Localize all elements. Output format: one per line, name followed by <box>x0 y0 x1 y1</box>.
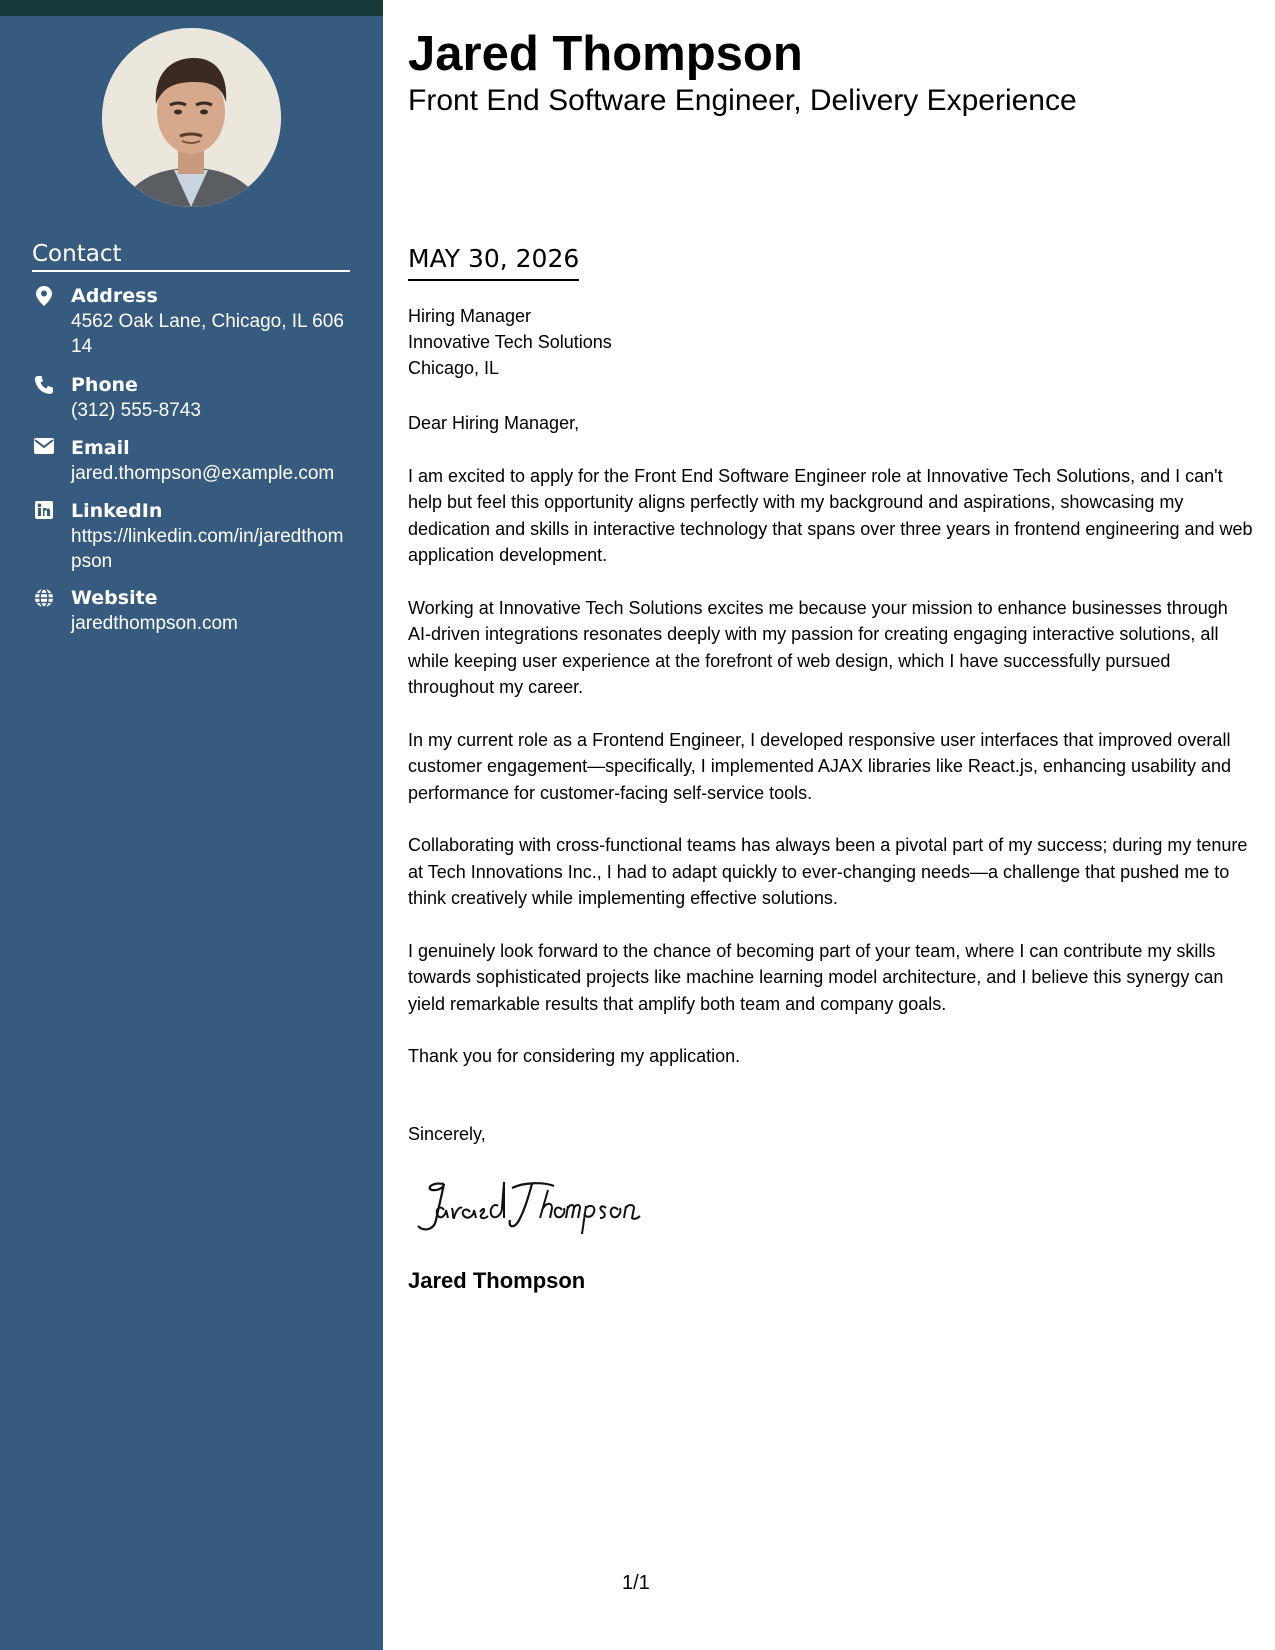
contact-label: Address <box>71 285 158 307</box>
email-value[interactable]: jared.thompson@example.com <box>71 463 335 484</box>
salutation: Dear Hiring Manager, <box>408 413 580 433</box>
contact-linkedin-text <box>71 499 351 574</box>
closing: Sincerely, <box>408 1124 486 1144</box>
envelope-icon <box>32 438 56 460</box>
contact-label: Email <box>71 437 130 459</box>
body-paragraph: Collaborating with cross-functional teams has always been a pivotal part of my success; during my tenure at Tech Innovations Inc., I had to adapt quickly to ever-changing needs—a challenge that pushed me to think creatively while implementing effective solutions. <box>408 835 1248 908</box>
contact-heading: Contact <box>32 241 350 272</box>
applicant-name: Jared Thompson <box>408 27 803 81</box>
contact-phone-text <box>71 373 351 423</box>
body-paragraph: I am excited to apply for the Front End Software Engineer role at Innovative Tech Solutions, and I can't help but feel this opportunity aligns perfectly with my background and aspirations, showcasing my dedication and skills in interactive technology that spans over three years in frontend engineering and web application development. <box>408 465 1253 565</box>
contact-label: Website <box>71 587 158 609</box>
recipient-block <box>408 303 612 381</box>
body-paragraph: I genuinely look forward to the chance of becoming part of your team, where I can contribute my skills towards sophisticated projects like machine learning model architecture, and I believe this synergy can yield remarkable results that amplify both team and company goals. <box>408 940 1224 1014</box>
contact-website-text <box>71 586 351 636</box>
recipient-line: Hiring Manager <box>408 306 532 326</box>
recipient-line: Innovative Tech Solutions <box>408 332 612 352</box>
recipient-line: Chicago, IL <box>408 358 500 378</box>
website-value[interactable]: jaredthompson.com <box>71 613 238 634</box>
phone-value: (312) 555-8743 <box>71 400 201 421</box>
avatar <box>102 28 281 207</box>
contact-label: LinkedIn <box>71 500 163 522</box>
letter-date: MAY 30, 2026 <box>408 244 579 281</box>
linkedin-icon <box>32 501 56 523</box>
avatar-photo-icon <box>102 28 281 207</box>
sidebar-top-bar <box>0 0 383 16</box>
signer-name: Jared Thompson <box>408 1268 586 1293</box>
job-title: Front End Software Engineer, Delivery Experience <box>408 84 1077 117</box>
body-paragraph: Thank you for considering my application. <box>408 1046 741 1066</box>
body-paragraph: In my current role as a Frontend Engineer, I developed responsive user interfaces that improved overall customer engagement—specifically, I implemented AJAX libraries like React.js, enhancing usability and performance for customer-facing self-service tools. <box>408 729 1232 803</box>
page-number: 1/1 <box>622 1572 650 1594</box>
contact-label: Phone <box>71 374 138 396</box>
phone-icon <box>32 375 56 397</box>
map-pin-icon <box>32 286 56 308</box>
body-paragraph: Working at Innovative Tech Solutions excites me because your mission to enhance businesses through AI-driven integrations resonates deeply with my passion for creating engaging interactive solutions, all while keeping user experience at the forefront of web design, which I have successfully pursued throughout my career. <box>408 597 1228 697</box>
sidebar <box>0 0 383 1650</box>
linkedin-value[interactable]: https://linkedin.com/in/jaredthompson <box>71 526 344 572</box>
contact-email-text <box>71 436 351 486</box>
globe-icon <box>32 588 56 610</box>
contact-address-text <box>71 284 351 359</box>
handwritten-signature <box>414 1176 674 1236</box>
address-value: 4562 Oak Lane, Chicago, IL 60614 <box>71 311 344 357</box>
letter-body <box>408 410 1253 1096</box>
